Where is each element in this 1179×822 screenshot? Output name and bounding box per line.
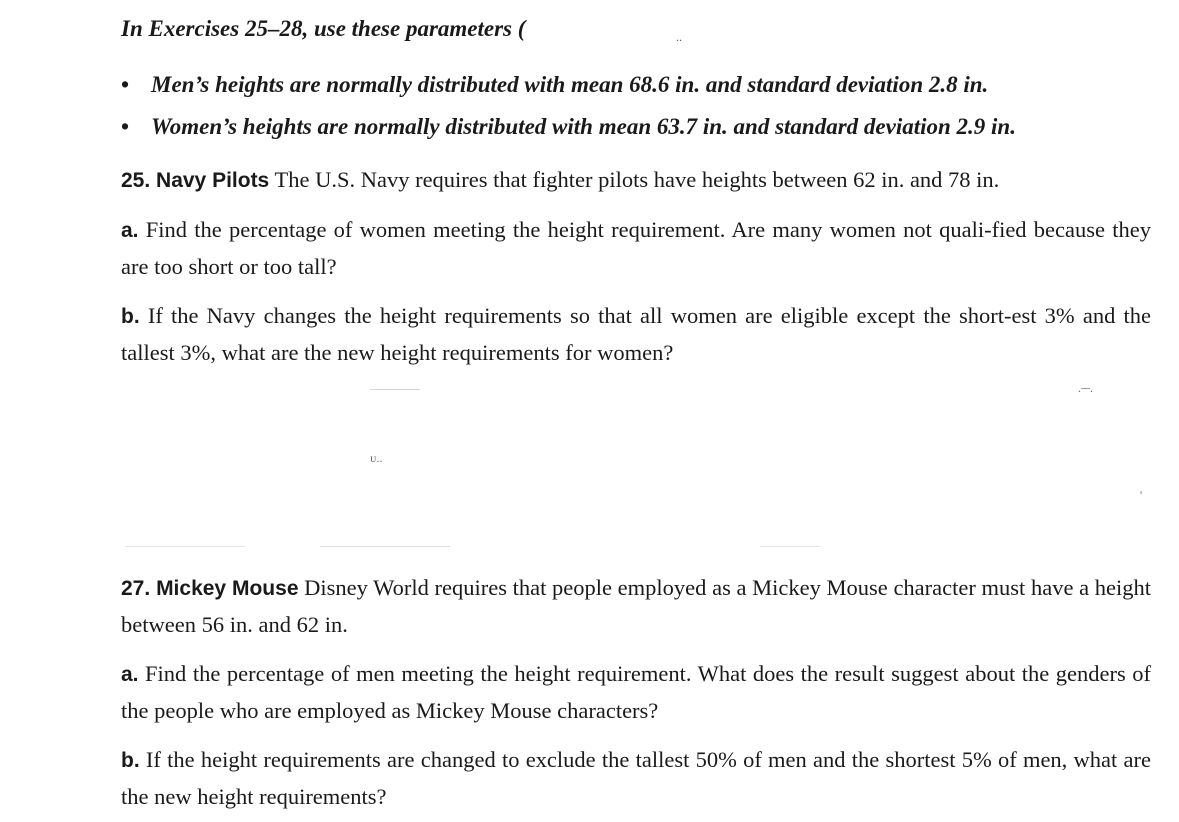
problem-25-part-a (121, 212, 1151, 285)
problem-27-part-a (121, 656, 1151, 729)
parameter-men (121, 64, 1016, 106)
part-b-label: b. (121, 749, 140, 772)
part-a-text: Find the percentage of women meeting the height requirement. Are many women not quali-fied because they are too short or too tall? (121, 217, 1151, 279)
scan-artifact-line (370, 389, 420, 390)
scan-artifact-line (760, 546, 820, 547)
parameter-women (121, 106, 1016, 148)
problem-27-part-b (121, 742, 1151, 815)
part-b-label: b. (121, 305, 140, 328)
parameter-women-text: Women’s heights are normally distributed with mean 63.7 in. and standard deviation 2.9 in. (151, 114, 1016, 139)
parameter-list (121, 64, 1016, 148)
problem-27-text: Disney World requires that people employed as a Mickey Mouse character must have a height between 56 in. and 62 in. (121, 575, 1151, 637)
problem-25-title: 25. Navy Pilots (121, 169, 270, 192)
parameter-men-text: Men’s heights are normally distributed with mean 68.6 in. and standard deviation 2.8 in. (151, 72, 989, 97)
part-b-text: If the Navy changes the height requirements so that all women are eligible except the short-est 3% and the tallest 3%, what are the new height requirements for women? (121, 303, 1151, 365)
part-a-text: Find the percentage of men meeting the height requirement. What does the result suggest about the genders of the people who are employed as Mickey Mouse characters? (121, 661, 1151, 723)
bullet-icon: • (121, 72, 130, 97)
scan-artifact-dots: .. (676, 30, 682, 44)
problem-27 (121, 570, 1151, 643)
problem-25-text: The U.S. Navy requires that fighter pilots have heights between 62 in. and 78 in. (269, 167, 1000, 192)
problem-25-part-b (121, 298, 1151, 371)
problem-25 (121, 162, 1151, 199)
scan-artifact-line (125, 546, 245, 547)
bullet-icon: • (121, 114, 130, 139)
problem-27-title: 27. Mickey Mouse (121, 577, 299, 600)
scan-artifact-line (320, 546, 450, 547)
scan-artifact-mark: . ̶ ̶ . (1078, 381, 1093, 395)
part-a-label: a. (121, 663, 139, 686)
part-b-text: If the height requirements are changed to exclude the tallest 50% of men and the shortest 5% of men, what are the new height requirements? (121, 747, 1151, 809)
exercise-heading: In Exercises 25–28, use these parameters ( (121, 16, 526, 41)
scan-artifact-mark: ' (1140, 488, 1143, 502)
part-a-label: a. (121, 219, 139, 242)
scan-artifact-mark: ᴜ.. (370, 451, 383, 465)
